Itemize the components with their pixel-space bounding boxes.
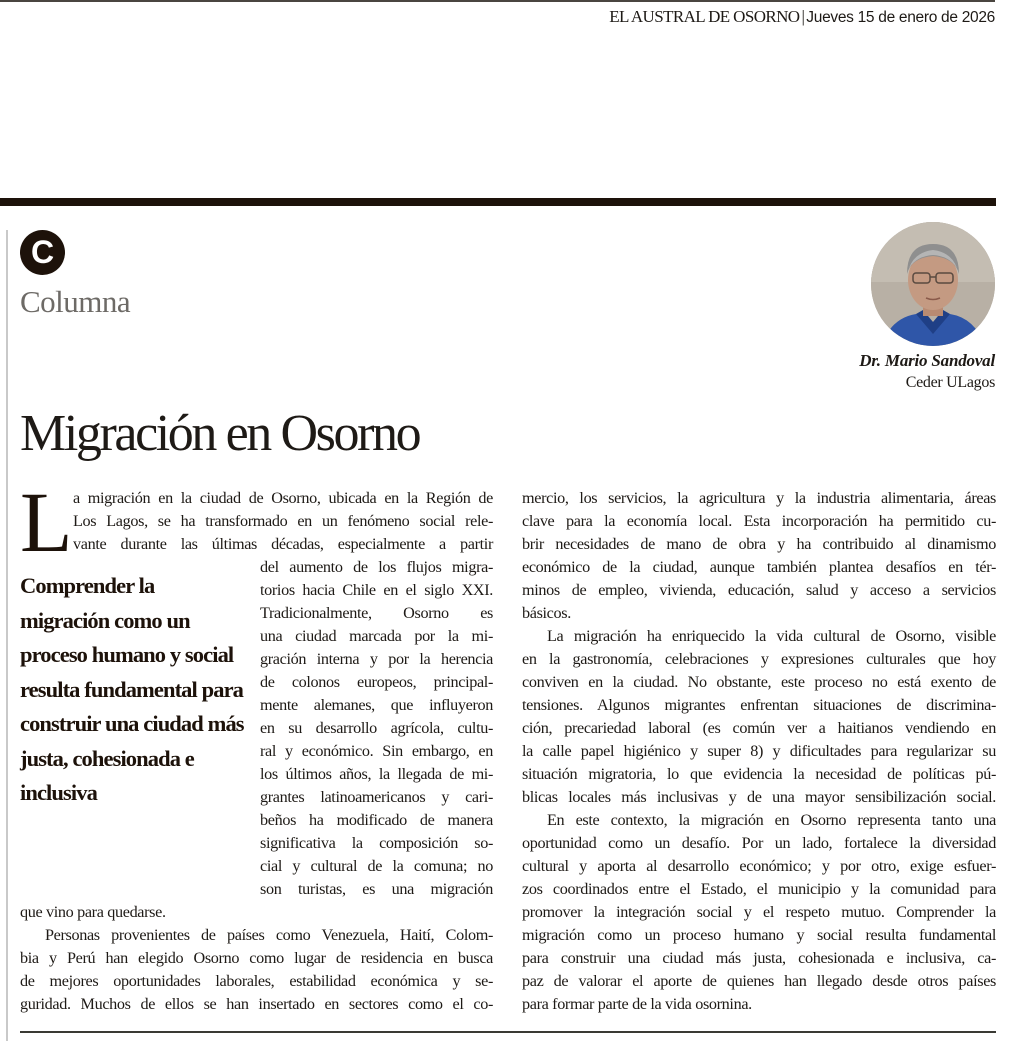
section-label: Columna (20, 284, 131, 319)
bottom-divider-rule (20, 1031, 996, 1033)
text-line: minos de empleo, vivienda, educación, salud y acceso a servicios (522, 581, 996, 599)
text-line: clave para la economía local. Esta incorporación ha permitido cu- (522, 512, 996, 530)
text-line: tensiones. Algunos migrantes enfrentan situaciones de discrimina- (522, 696, 996, 714)
text-line: torios hacia Chile en el siglo XXI. (260, 581, 493, 599)
text-line: blicas locales más inclusivas y de una mayor sensibilización social. (522, 788, 996, 806)
article-headline: Migración en Osorno (20, 405, 420, 462)
text-line: Los Lagos, se ha transformado en un fenómeno social rele- (73, 512, 493, 530)
text-line: Tradicionalmente, Osorno es (260, 604, 493, 622)
author-avatar (871, 222, 995, 346)
article-column-1-bottom (20, 901, 493, 1016)
text-line: paz de valorar el aporte de quienes han llegado desde otros países (522, 972, 996, 990)
pull-quote: Comprender la migración como un proceso humano y social resulta fundamental para construir una ciudad más justa, cohesionada e inclusiva (20, 573, 244, 805)
text-line: del aumento de los flujos migra- (260, 558, 493, 576)
drop-cap: L (20, 474, 73, 570)
text-line: que vino para quedarse. (20, 903, 166, 921)
text-line: migración como un proceso humano y social resulta fundamental (522, 926, 996, 944)
text-line: vante durante las últimas décadas, especialmente a partir (73, 535, 493, 553)
author-portrait-icon (871, 222, 995, 346)
text-line: bia y Perú han elegido Osorno como lugar de residencia en busca (20, 949, 493, 967)
top-border-line (0, 0, 995, 2)
text-line: económico de la ciudad, aunque también plantea desafíos en tér- (522, 558, 996, 576)
section-divider-rule (0, 198, 996, 206)
text-line: brir necesidades de mano de obra y ha contribuido al dinamismo (522, 535, 996, 553)
author-organization: Ceder ULagos (905, 374, 995, 391)
publication-date: Jueves 15 de enero de 2026 (806, 9, 995, 26)
text-line: de colonos europeos, principal- (260, 673, 493, 691)
text-line: de mejores oportunidades laborales, estabilidad económica y se- (20, 972, 493, 990)
text-line: en la gastronomía, celebraciones y expresiones culturales que hoy (522, 650, 996, 668)
newspaper-name: EL AUSTRAL DE OSORNO (609, 7, 800, 26)
text-line: mercio, los servicios, la agricultura y la industria alimentaria, áreas (522, 489, 996, 507)
text-line: grantes latinoamericanos y cari- (260, 788, 493, 806)
text-line: básicos. (522, 604, 571, 622)
text-line: son turistas, es una migración (260, 880, 493, 898)
left-margin-line (6, 230, 8, 1041)
text-line: para construir una ciudad más justa, cohesionada e inclusiva, ca- (522, 949, 996, 967)
text-line: ción, precariedad laboral (es común ver a haitianos vendiendo en (522, 719, 996, 737)
text-line: una ciudad marcada por la mi- (260, 627, 493, 645)
text-line: promover la integración social y el respeto mutuo. Comprender la (522, 903, 996, 921)
text-line: para formar parte de la vida osornina. (522, 995, 752, 1013)
text-line: en su desarrollo agrícola, cultu- (260, 719, 493, 737)
text-line: significativa la composición so- (260, 834, 493, 852)
text-line: guridad. Muchos de ellos se han insertado en sectores como el co- (20, 995, 493, 1013)
article-column-2 (522, 487, 996, 1016)
text-line: la calle papel higiénico y super 8) y dificultades para regularizar su (522, 742, 996, 760)
text-line: Personas provenientes de países como Venezuela, Haití, Colom- (45, 926, 493, 944)
masthead (609, 7, 995, 27)
text-line: conviven en la ciudad. No obstante, este proceso no está exento de (522, 673, 996, 691)
article-column-1-narrow (260, 556, 493, 901)
text-line: oportunidad como un desafío. Por un lado, fortalece la diversidad (522, 834, 996, 852)
text-line: cultural y aporta al desarrollo económico; y por otro, exige esfuer- (522, 857, 996, 875)
text-line: En este contexto, la migración en Osorno representa tanto una (547, 811, 996, 829)
text-line: La migración ha enriquecido la vida cultural de Osorno, visible (547, 627, 996, 645)
author-name: Dr. Mario Sandoval (859, 351, 995, 370)
column-section-icon: C (20, 230, 65, 275)
text-line: zos coordinados entre el Estado, el municipio y la comunidad para (522, 880, 996, 898)
text-line: cial y cultural de la comuna; no (260, 857, 493, 875)
text-line: situación migratoria, lo que evidencia la necesidad de políticas pú- (522, 765, 996, 783)
text-line: ral y económico. Sin embargo, en (260, 742, 493, 760)
masthead-separator: | (801, 7, 805, 26)
text-line: mente alemanes, que influyeron (260, 696, 493, 714)
text-line: gración interna y por la herencia (260, 650, 493, 668)
text-line: a migración en la ciudad de Osorno, ubicada en la Región de (73, 489, 493, 507)
text-line: beños ha modificado de manera (260, 811, 493, 829)
text-line: los últimos años, la llegada de mi- (260, 765, 493, 783)
